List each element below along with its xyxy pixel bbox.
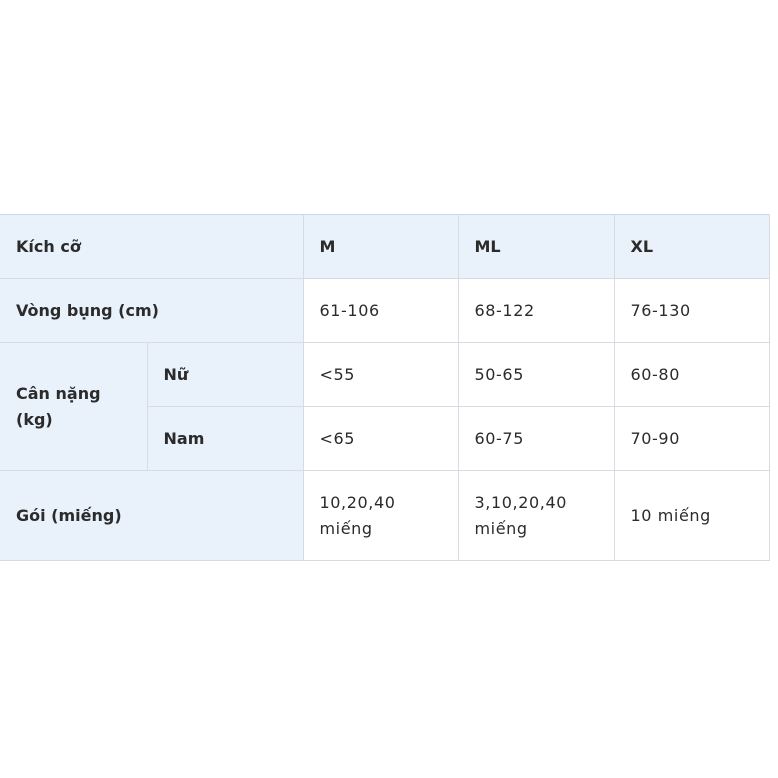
size-chart-table: [0, 214, 770, 561]
size-xl-header: XL: [614, 215, 769, 279]
weight-female-xl-cell: 60-80: [614, 343, 769, 407]
pack-label-cell: Gói (miếng): [0, 471, 303, 561]
weight-female-ml-cell: 50-65: [458, 343, 614, 407]
weight-female-m-cell: <55: [303, 343, 458, 407]
weight-label-cell: Cân nặng (kg): [0, 343, 147, 471]
waist-label-cell: Vòng bụng (cm): [0, 279, 303, 343]
waist-ml-cell: 68-122: [458, 279, 614, 343]
pack-ml-cell: 3,10,20,40 miếng: [458, 471, 614, 561]
weight-male-ml-cell: 60-75: [458, 407, 614, 471]
size-header-cell: Kích cỡ: [0, 215, 303, 279]
weight-male-xl-cell: 70-90: [614, 407, 769, 471]
table-row: [0, 279, 769, 343]
size-m-header: M: [303, 215, 458, 279]
waist-m-cell: 61-106: [303, 279, 458, 343]
waist-xl-cell: 76-130: [614, 279, 769, 343]
table-row: [0, 471, 769, 561]
pack-m-cell: 10,20,40 miếng: [303, 471, 458, 561]
pack-xl-cell: 10 miếng: [614, 471, 769, 561]
weight-female-label: Nữ: [147, 343, 303, 407]
weight-male-label: Nam: [147, 407, 303, 471]
table-row: [0, 215, 769, 279]
weight-male-m-cell: <65: [303, 407, 458, 471]
size-ml-header: ML: [458, 215, 614, 279]
table-row: [0, 343, 769, 407]
